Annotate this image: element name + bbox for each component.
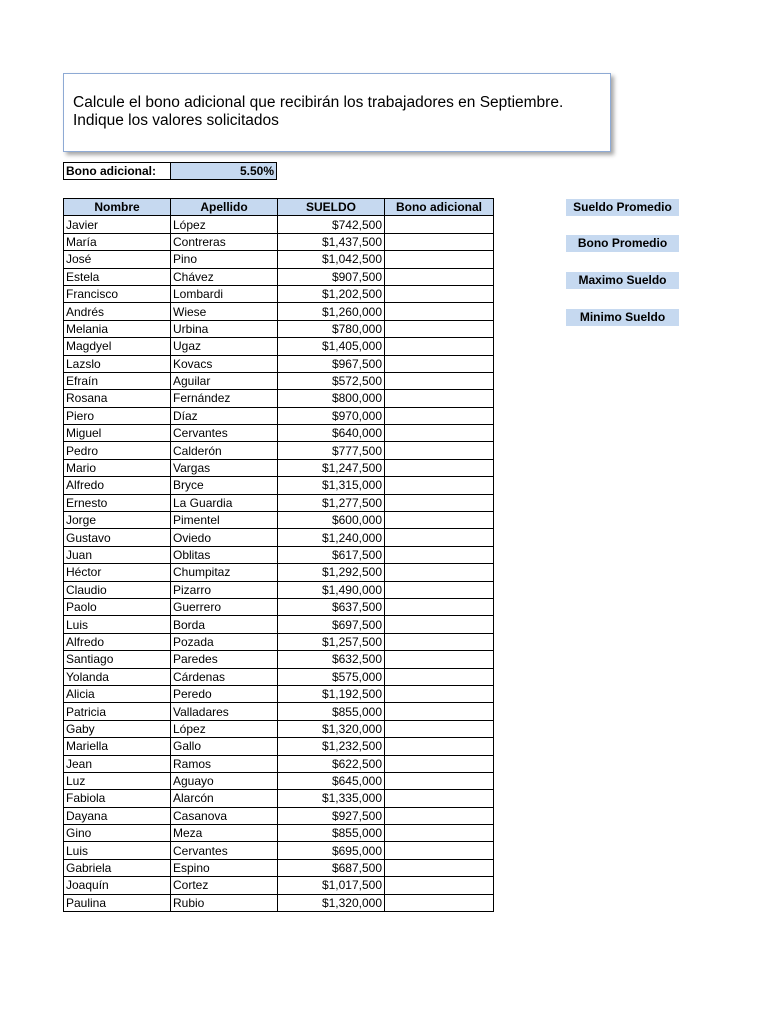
cell-sueldo[interactable]: $687,500 — [278, 859, 385, 876]
cell-nombre[interactable]: Lazslo — [64, 355, 171, 372]
cell-sueldo[interactable]: $575,000 — [278, 668, 385, 685]
cell-sueldo[interactable]: $637,500 — [278, 598, 385, 615]
cell-sueldo[interactable]: $1,240,000 — [278, 529, 385, 546]
cell-bono-adicional[interactable] — [385, 894, 494, 911]
cell-apellido[interactable]: Cervantes — [171, 842, 278, 859]
cell-apellido[interactable]: Cárdenas — [171, 668, 278, 685]
cell-apellido[interactable]: Meza — [171, 825, 278, 842]
cell-apellido[interactable]: Guerrero — [171, 598, 278, 615]
cell-sueldo[interactable]: $1,257,500 — [278, 633, 385, 650]
cell-apellido[interactable]: Espino — [171, 859, 278, 876]
cell-bono-adicional[interactable] — [385, 390, 494, 407]
cell-sueldo[interactable]: $967,500 — [278, 355, 385, 372]
cell-nombre[interactable]: Gustavo — [64, 529, 171, 546]
cell-sueldo[interactable]: $697,500 — [278, 616, 385, 633]
cell-apellido[interactable]: Oblitas — [171, 546, 278, 563]
cell-nombre[interactable]: Magdyel — [64, 338, 171, 355]
cell-apellido[interactable]: Ugaz — [171, 338, 278, 355]
cell-nombre[interactable]: Luis — [64, 616, 171, 633]
cell-nombre[interactable]: Alicia — [64, 685, 171, 702]
cell-sueldo[interactable]: $1,437,500 — [278, 233, 385, 250]
cell-sueldo[interactable]: $1,042,500 — [278, 251, 385, 268]
cell-bono-adicional[interactable] — [385, 668, 494, 685]
cell-apellido[interactable]: Pimentel — [171, 512, 278, 529]
cell-bono-adicional[interactable] — [385, 825, 494, 842]
cell-bono-adicional[interactable] — [385, 703, 494, 720]
table-row — [64, 338, 494, 355]
instructions-line-1: Calcule el bono adicional que recibirán los trabajadores en Septiembre. — [73, 94, 564, 111]
cell-apellido[interactable]: Alarcón — [171, 790, 278, 807]
cell-nombre[interactable]: Mario — [64, 459, 171, 476]
table-row — [64, 859, 494, 876]
table-row — [64, 651, 494, 668]
cell-bono-adicional[interactable] — [385, 407, 494, 424]
cell-nombre[interactable]: Gaby — [64, 720, 171, 737]
cell-apellido[interactable]: Fernández — [171, 390, 278, 407]
cell-sueldo[interactable]: $1,335,000 — [278, 790, 385, 807]
cell-sueldo[interactable]: $970,000 — [278, 407, 385, 424]
cell-sueldo[interactable]: $780,000 — [278, 320, 385, 337]
table-row — [64, 320, 494, 337]
cell-nombre[interactable]: Javier — [64, 216, 171, 233]
sueldo-promedio-label[interactable]: Sueldo Promedio — [566, 199, 679, 216]
cell-sueldo[interactable]: $1,277,500 — [278, 494, 385, 511]
cell-bono-adicional[interactable] — [385, 338, 494, 355]
cell-apellido[interactable]: Contreras — [171, 233, 278, 250]
cell-nombre[interactable]: Patricia — [64, 703, 171, 720]
table-row — [64, 877, 494, 894]
minimo-sueldo-label[interactable]: Minimo Sueldo — [566, 309, 679, 326]
cell-bono-adicional[interactable] — [385, 790, 494, 807]
cell-apellido[interactable]: Peredo — [171, 685, 278, 702]
cell-bono-adicional[interactable] — [385, 564, 494, 581]
cell-nombre[interactable]: Alfredo — [64, 633, 171, 650]
table-row — [64, 425, 494, 442]
employee-table — [63, 198, 494, 912]
table-row — [64, 442, 494, 459]
cell-sueldo[interactable]: $1,490,000 — [278, 581, 385, 598]
cell-bono-adicional[interactable] — [385, 720, 494, 737]
table-row — [64, 407, 494, 424]
cell-nombre[interactable]: Luz — [64, 772, 171, 789]
table-row — [64, 285, 494, 302]
cell-bono-adicional[interactable] — [385, 251, 494, 268]
cell-sueldo[interactable]: $1,192,500 — [278, 685, 385, 702]
cell-apellido[interactable]: Rubio — [171, 894, 278, 911]
cell-sueldo[interactable]: $1,405,000 — [278, 338, 385, 355]
cell-nombre[interactable]: Paolo — [64, 598, 171, 615]
cell-sueldo[interactable]: $572,500 — [278, 372, 385, 389]
cell-nombre[interactable]: Santiago — [64, 651, 171, 668]
cell-apellido[interactable]: Cervantes — [171, 425, 278, 442]
cell-sueldo[interactable]: $1,320,000 — [278, 720, 385, 737]
cell-bono-adicional[interactable] — [385, 651, 494, 668]
cell-apellido[interactable]: Chávez — [171, 268, 278, 285]
table-row — [64, 633, 494, 650]
cell-bono-adicional[interactable] — [385, 633, 494, 650]
table-row — [64, 546, 494, 563]
table-row — [64, 616, 494, 633]
cell-sueldo[interactable]: $777,500 — [278, 442, 385, 459]
cell-apellido[interactable]: Díaz — [171, 407, 278, 424]
cell-bono-adicional[interactable] — [385, 738, 494, 755]
table-row — [64, 390, 494, 407]
bono-value-cell[interactable]: 5.50% — [170, 162, 277, 180]
cell-bono-adicional[interactable] — [385, 859, 494, 876]
instructions-line-2: Indique los valores solicitados — [73, 112, 279, 129]
cell-apellido[interactable]: Urbina — [171, 320, 278, 337]
cell-nombre[interactable]: José — [64, 251, 171, 268]
cell-nombre[interactable]: Jean — [64, 755, 171, 772]
cell-bono-adicional[interactable] — [385, 581, 494, 598]
table-row — [64, 581, 494, 598]
cell-bono-adicional[interactable] — [385, 355, 494, 372]
table-row — [64, 512, 494, 529]
cell-nombre[interactable]: María — [64, 233, 171, 250]
cell-nombre[interactable]: Paulina — [64, 894, 171, 911]
header-apellido[interactable]: Apellido — [171, 199, 278, 216]
table-row — [64, 459, 494, 476]
cell-sueldo[interactable]: $907,500 — [278, 268, 385, 285]
cell-bono-adicional[interactable] — [385, 268, 494, 285]
cell-apellido[interactable]: Calderón — [171, 442, 278, 459]
table-row — [64, 807, 494, 824]
table-row — [64, 738, 494, 755]
cell-bono-adicional[interactable] — [385, 442, 494, 459]
cell-apellido[interactable]: Valladares — [171, 703, 278, 720]
cell-nombre[interactable]: Andrés — [64, 303, 171, 320]
cell-apellido[interactable]: Ramos — [171, 755, 278, 772]
table-row — [64, 494, 494, 511]
cell-bono-adicional[interactable] — [385, 529, 494, 546]
cell-bono-adicional[interactable] — [385, 512, 494, 529]
header-sueldo[interactable]: SUELDO — [278, 199, 385, 216]
maximo-sueldo-label[interactable]: Maximo Sueldo — [566, 272, 679, 289]
cell-nombre[interactable]: Efraín — [64, 372, 171, 389]
cell-nombre[interactable]: Claudio — [64, 581, 171, 598]
cell-nombre[interactable]: Gino — [64, 825, 171, 842]
cell-apellido[interactable]: Chumpitaz — [171, 564, 278, 581]
cell-sueldo[interactable]: $1,315,000 — [278, 477, 385, 494]
cell-nombre[interactable]: Francisco — [64, 285, 171, 302]
header-bono-adicional[interactable]: Bono adicional — [385, 199, 494, 216]
cell-sueldo[interactable]: $855,000 — [278, 703, 385, 720]
cell-bono-adicional[interactable] — [385, 477, 494, 494]
cell-apellido[interactable]: Aguilar — [171, 372, 278, 389]
table-row — [64, 233, 494, 250]
cell-bono-adicional[interactable] — [385, 546, 494, 563]
cell-bono-adicional[interactable] — [385, 842, 494, 859]
cell-sueldo[interactable]: $617,500 — [278, 546, 385, 563]
table-row — [64, 685, 494, 702]
cell-sueldo[interactable]: $1,260,000 — [278, 303, 385, 320]
cell-nombre[interactable]: Joaquín — [64, 877, 171, 894]
bono-promedio-label[interactable]: Bono Promedio — [566, 235, 679, 252]
cell-nombre[interactable]: Dayana — [64, 807, 171, 824]
cell-bono-adicional[interactable] — [385, 685, 494, 702]
cell-nombre[interactable]: Ernesto — [64, 494, 171, 511]
cell-apellido[interactable]: Wiese — [171, 303, 278, 320]
table-row — [64, 720, 494, 737]
cell-apellido[interactable]: Gallo — [171, 738, 278, 755]
cell-nombre[interactable]: Melania — [64, 320, 171, 337]
cell-bono-adicional[interactable] — [385, 320, 494, 337]
cell-nombre[interactable]: Estela — [64, 268, 171, 285]
cell-bono-adicional[interactable] — [385, 616, 494, 633]
table-row — [64, 529, 494, 546]
cell-bono-adicional[interactable] — [385, 772, 494, 789]
table-row — [64, 668, 494, 685]
cell-apellido[interactable]: López — [171, 216, 278, 233]
cell-sueldo[interactable]: $1,247,500 — [278, 459, 385, 476]
cell-bono-adicional[interactable] — [385, 459, 494, 476]
cell-apellido[interactable]: La Guardia — [171, 494, 278, 511]
table-row — [64, 268, 494, 285]
cell-apellido[interactable]: Pizarro — [171, 581, 278, 598]
cell-apellido[interactable]: Casanova — [171, 807, 278, 824]
cell-bono-adicional[interactable] — [385, 372, 494, 389]
cell-sueldo[interactable]: $1,320,000 — [278, 894, 385, 911]
table-row — [64, 303, 494, 320]
cell-bono-adicional[interactable] — [385, 755, 494, 772]
cell-nombre[interactable]: Héctor — [64, 564, 171, 581]
cell-bono-adicional[interactable] — [385, 285, 494, 302]
cell-apellido[interactable]: Lombardi — [171, 285, 278, 302]
cell-apellido[interactable]: Oviedo — [171, 529, 278, 546]
cell-apellido[interactable]: Pozada — [171, 633, 278, 650]
cell-nombre[interactable]: Fabiola — [64, 790, 171, 807]
cell-bono-adicional[interactable] — [385, 233, 494, 250]
cell-sueldo[interactable]: $695,000 — [278, 842, 385, 859]
cell-sueldo[interactable]: $1,017,500 — [278, 877, 385, 894]
cell-apellido[interactable]: Kovacs — [171, 355, 278, 372]
cell-bono-adicional[interactable] — [385, 877, 494, 894]
table-row — [64, 372, 494, 389]
cell-sueldo[interactable]: $855,000 — [278, 825, 385, 842]
cell-apellido[interactable]: Paredes — [171, 651, 278, 668]
table-row — [64, 755, 494, 772]
table-row — [64, 564, 494, 581]
cell-bono-adicional[interactable] — [385, 216, 494, 233]
cell-apellido[interactable]: Vargas — [171, 459, 278, 476]
cell-bono-adicional[interactable] — [385, 494, 494, 511]
table-row — [64, 477, 494, 494]
cell-sueldo[interactable]: $645,000 — [278, 772, 385, 789]
cell-sueldo[interactable]: $1,292,500 — [278, 564, 385, 581]
cell-apellido[interactable]: Borda — [171, 616, 278, 633]
instructions-box — [63, 73, 611, 152]
table-row — [64, 894, 494, 911]
cell-nombre[interactable]: Pedro — [64, 442, 171, 459]
cell-nombre[interactable]: Mariella — [64, 738, 171, 755]
table-row — [64, 772, 494, 789]
cell-sueldo[interactable]: $600,000 — [278, 512, 385, 529]
cell-nombre[interactable]: Luis — [64, 842, 171, 859]
table-row — [64, 703, 494, 720]
cell-sueldo[interactable]: $1,232,500 — [278, 738, 385, 755]
cell-nombre[interactable]: Rosana — [64, 390, 171, 407]
table-row — [64, 825, 494, 842]
cell-bono-adicional[interactable] — [385, 303, 494, 320]
table-row — [64, 216, 494, 233]
header-nombre[interactable]: Nombre — [64, 199, 171, 216]
cell-bono-adicional[interactable] — [385, 425, 494, 442]
cell-apellido[interactable]: Pino — [171, 251, 278, 268]
table-row — [64, 598, 494, 615]
table-row — [64, 355, 494, 372]
cell-sueldo[interactable]: $640,000 — [278, 425, 385, 442]
cell-nombre[interactable]: Yolanda — [64, 668, 171, 685]
cell-bono-adicional[interactable] — [385, 598, 494, 615]
bono-label-cell[interactable]: Bono adicional: — [63, 162, 171, 180]
cell-apellido[interactable]: López — [171, 720, 278, 737]
cell-sueldo[interactable]: $800,000 — [278, 390, 385, 407]
cell-bono-adicional[interactable] — [385, 807, 494, 824]
cell-nombre[interactable]: Juan — [64, 546, 171, 563]
cell-nombre[interactable]: Piero — [64, 407, 171, 424]
cell-sueldo[interactable]: $622,500 — [278, 755, 385, 772]
table-row — [64, 251, 494, 268]
cell-sueldo[interactable]: $632,500 — [278, 651, 385, 668]
cell-sueldo[interactable]: $742,500 — [278, 216, 385, 233]
cell-apellido[interactable]: Bryce — [171, 477, 278, 494]
table-row — [64, 842, 494, 859]
table-row — [64, 790, 494, 807]
cell-nombre[interactable]: Gabriela — [64, 859, 171, 876]
cell-nombre[interactable]: Jorge — [64, 512, 171, 529]
cell-apellido[interactable]: Cortez — [171, 877, 278, 894]
cell-sueldo[interactable]: $927,500 — [278, 807, 385, 824]
cell-nombre[interactable]: Alfredo — [64, 477, 171, 494]
cell-nombre[interactable]: Miguel — [64, 425, 171, 442]
cell-apellido[interactable]: Aguayo — [171, 772, 278, 789]
cell-sueldo[interactable]: $1,202,500 — [278, 285, 385, 302]
table-header-row — [64, 199, 494, 216]
